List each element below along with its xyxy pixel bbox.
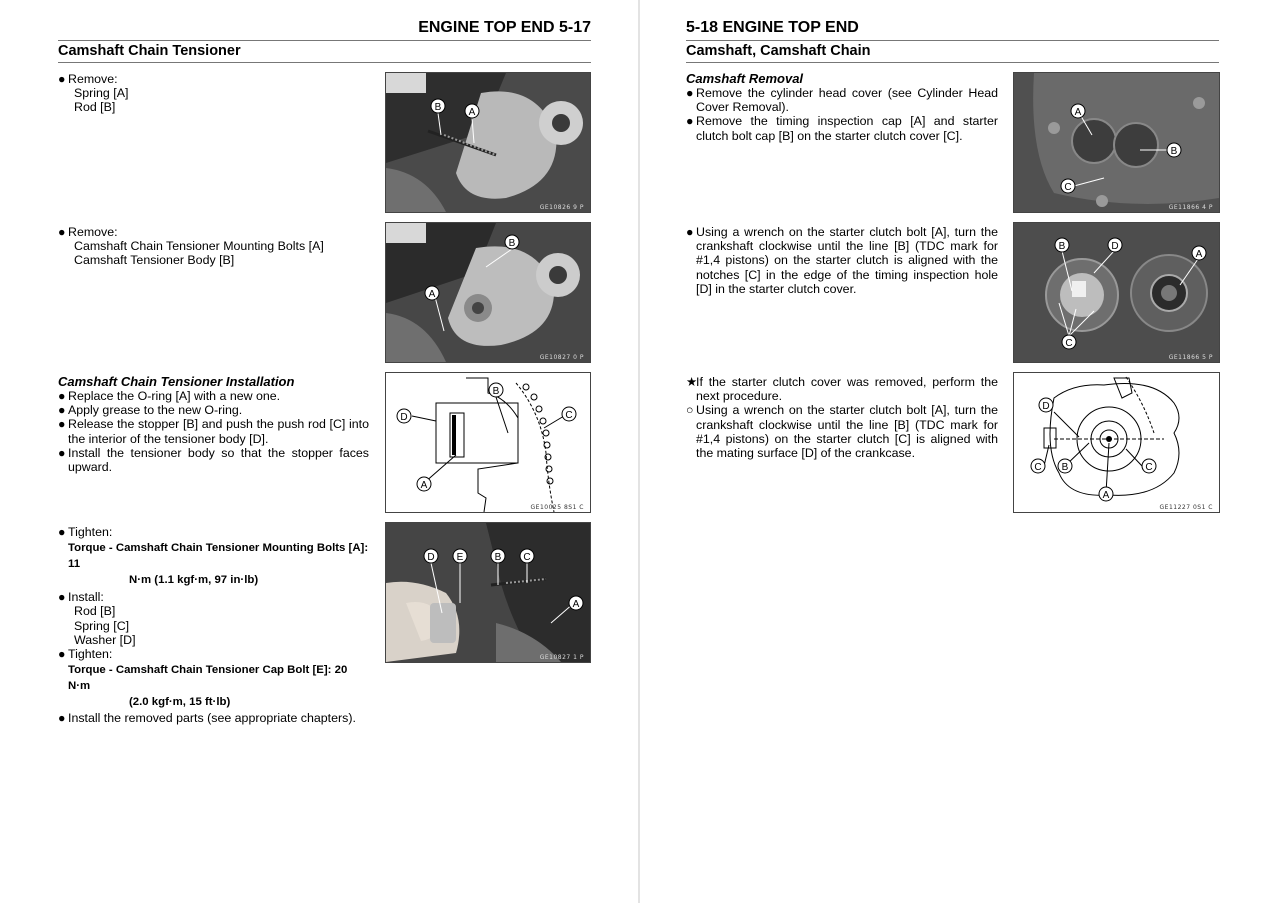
bullet-marker: ● bbox=[58, 72, 66, 86]
bullet-marker: ● bbox=[58, 225, 66, 239]
photo-illustration bbox=[1014, 223, 1219, 362]
figure-code: GE10826 9 P bbox=[539, 204, 584, 211]
svg-text:D: D bbox=[1042, 401, 1050, 412]
tighten-install-block bbox=[58, 525, 370, 725]
figure-code: GE11866 5 P bbox=[1168, 354, 1213, 361]
left-page-header: ENGINE TOP END 5-17 bbox=[418, 19, 591, 36]
list-item: Washer [D] bbox=[74, 632, 136, 647]
callout-label bbox=[424, 549, 438, 563]
figure-code: GE10827 1 P bbox=[539, 654, 584, 661]
bullet-item: ● Install the tensioner body so that the stopper faces upward. bbox=[58, 445, 369, 475]
bullet-item: ● Remove the timing inspection cap [A] and starter clutch bolt cap [B] on the starter clutch cover [C]. bbox=[686, 114, 998, 143]
photo-illustration bbox=[386, 223, 590, 362]
list-item: Rod [B] bbox=[74, 604, 116, 619]
bullet-item: ● Apply grease to the new O-ring. bbox=[58, 403, 243, 418]
list-item: Camshaft Chain Tensioner Mounting Bolts [A] bbox=[74, 239, 324, 254]
list-item: Spring [C] bbox=[74, 618, 130, 633]
right-header-rule bbox=[686, 40, 1219, 41]
circle-item: ○ Using a wrench on the starter clutch bolt [A], turn the crankshaft clockwise until the line [B] (TDC mark for #1,4 pistons) on the starter clutch [C] is aligned with the mating surface [D] of the crankcase. bbox=[686, 403, 998, 461]
figure-timing-inspection-hole bbox=[1013, 222, 1220, 363]
bullet-item: ● Install: bbox=[58, 590, 104, 605]
callout-label bbox=[562, 407, 576, 421]
figure-tensioner-spring-rod bbox=[385, 72, 591, 213]
svg-text:D: D bbox=[400, 412, 408, 423]
torque-spec-mounting-bolts: Torque - Camshaft Chain Tensioner Mounting Bolts [A]: 11 N·m (1.1 kgf·m, 97 in·lb) bbox=[68, 542, 369, 587]
svg-text:B: B bbox=[1061, 462, 1069, 473]
svg-text:A: A bbox=[1074, 107, 1082, 118]
figure-code: GE11866 4 P bbox=[1168, 204, 1213, 211]
figure-crankcase-mating-diagram bbox=[1013, 372, 1220, 513]
svg-text:B: B bbox=[494, 552, 502, 563]
callout-label bbox=[520, 549, 534, 563]
svg-text:A: A bbox=[1195, 249, 1203, 260]
svg-text:B: B bbox=[1170, 146, 1178, 157]
torque-spec-cap-bolt: Torque - Camshaft Chain Tensioner Cap Bolt [E]: 20 N·m (2.0 kgf·m, 15 ft·lb) bbox=[68, 664, 348, 709]
alternate-procedure bbox=[686, 375, 998, 460]
left-section-title: Camshaft Chain Tensioner bbox=[58, 43, 241, 59]
figure-starter-clutch-cover bbox=[1013, 72, 1220, 213]
callout-label bbox=[1142, 459, 1156, 473]
svg-text:A: A bbox=[468, 107, 476, 118]
figure-code: GE11227 0S1 C bbox=[1159, 504, 1213, 511]
installation-title: Camshaft Chain Tensioner Installation bbox=[58, 374, 295, 389]
page-gutter bbox=[638, 0, 640, 903]
figure-code: GE10827 0 P bbox=[539, 354, 584, 361]
callout-label bbox=[1071, 104, 1085, 118]
figure-code: GE10025 8S1 C bbox=[530, 504, 584, 511]
svg-text:B: B bbox=[492, 386, 500, 397]
callout-label bbox=[431, 99, 445, 113]
callout-label bbox=[1108, 238, 1122, 252]
bullet-item: ● Tighten: bbox=[58, 647, 113, 662]
photo-illustration bbox=[386, 73, 590, 212]
figure-tensioner-reinstall bbox=[385, 522, 591, 663]
figure-tensioner-body-bolts bbox=[385, 222, 591, 363]
removal-title: Camshaft Removal bbox=[686, 71, 804, 86]
callout-label bbox=[491, 549, 505, 563]
svg-text:A: A bbox=[572, 599, 580, 610]
callout-label bbox=[465, 104, 479, 118]
list-item: Rod [B] bbox=[74, 100, 116, 115]
callout-label bbox=[1039, 398, 1053, 412]
callout-label bbox=[1058, 459, 1072, 473]
svg-text:A: A bbox=[428, 289, 436, 300]
photo-illustration bbox=[1014, 73, 1219, 212]
bullet-item: ● Install the removed parts (see appropriate chapters). bbox=[58, 711, 356, 726]
left-section-rule bbox=[58, 62, 591, 63]
bullet-item: ● Remove: bbox=[58, 225, 118, 239]
callout-label bbox=[1061, 179, 1075, 193]
svg-text:D: D bbox=[1111, 241, 1119, 252]
svg-text:C: C bbox=[1065, 338, 1073, 349]
callout-label bbox=[1192, 246, 1206, 260]
callout-label bbox=[505, 235, 519, 249]
bullet-item: ● Remove the cylinder head cover (see Cylinder Head Cover Removal). bbox=[686, 86, 998, 115]
installation-steps bbox=[58, 389, 369, 474]
right-section-rule bbox=[686, 62, 1219, 63]
svg-text:B: B bbox=[1058, 241, 1066, 252]
star-item: ★ If the starter clutch cover was removed, perform the next procedure. bbox=[686, 375, 998, 404]
line-drawing bbox=[386, 373, 590, 512]
callout-label bbox=[417, 477, 431, 491]
callout-label bbox=[397, 409, 411, 423]
svg-text:B: B bbox=[508, 238, 516, 249]
remove-block-2 bbox=[58, 225, 370, 268]
bullet-item: ● Using a wrench on the starter clutch bolt [A], turn the crankshaft clockwise until the line [B] (TDC mark for #1,4 pistons) on the starter clutch is aligned with the notches [C] in the edge of the timing inspection hole [D] in the starter clutch cover. bbox=[686, 225, 998, 296]
list-item: Spring [A] bbox=[74, 86, 129, 101]
callout-label bbox=[489, 383, 503, 397]
left-header-rule bbox=[58, 40, 591, 41]
svg-text:D: D bbox=[427, 552, 435, 563]
bullet-item: ● Tighten: bbox=[58, 525, 113, 539]
callout-label bbox=[1062, 335, 1076, 349]
figure-tensioner-diagram bbox=[385, 372, 591, 513]
svg-text:A: A bbox=[420, 480, 428, 491]
callout-label bbox=[1031, 459, 1045, 473]
wrench-step bbox=[686, 225, 998, 296]
bullet-item: ● Remove: bbox=[58, 72, 118, 86]
remove-block-1 bbox=[58, 72, 370, 115]
right-page-header: 5-18 ENGINE TOP END bbox=[686, 19, 859, 36]
svg-text:C: C bbox=[523, 552, 531, 563]
callout-label bbox=[1055, 238, 1069, 252]
right-section-title: Camshaft, Camshaft Chain bbox=[686, 43, 871, 59]
list-item: Camshaft Tensioner Body [B] bbox=[74, 253, 235, 268]
callout-label bbox=[1099, 487, 1113, 501]
svg-text:C: C bbox=[1145, 462, 1153, 473]
svg-text:E: E bbox=[456, 552, 464, 563]
svg-text:A: A bbox=[1102, 490, 1110, 501]
removal-steps bbox=[686, 86, 998, 143]
callout-label bbox=[453, 549, 467, 563]
bullet-item: ● Release the stopper [B] and push the push rod [C] into the interior of the tensioner body [D]. bbox=[58, 417, 369, 446]
line-drawing bbox=[1014, 373, 1219, 512]
svg-text:B: B bbox=[434, 102, 442, 113]
callout-label bbox=[425, 286, 439, 300]
callout-label bbox=[569, 596, 583, 610]
svg-text:C: C bbox=[565, 410, 573, 421]
photo-illustration bbox=[386, 523, 590, 662]
callout-label bbox=[1167, 143, 1181, 157]
bullet-item: ● Replace the O-ring [A] with a new one. bbox=[58, 389, 281, 403]
svg-text:C: C bbox=[1034, 462, 1042, 473]
svg-text:C: C bbox=[1064, 182, 1072, 193]
